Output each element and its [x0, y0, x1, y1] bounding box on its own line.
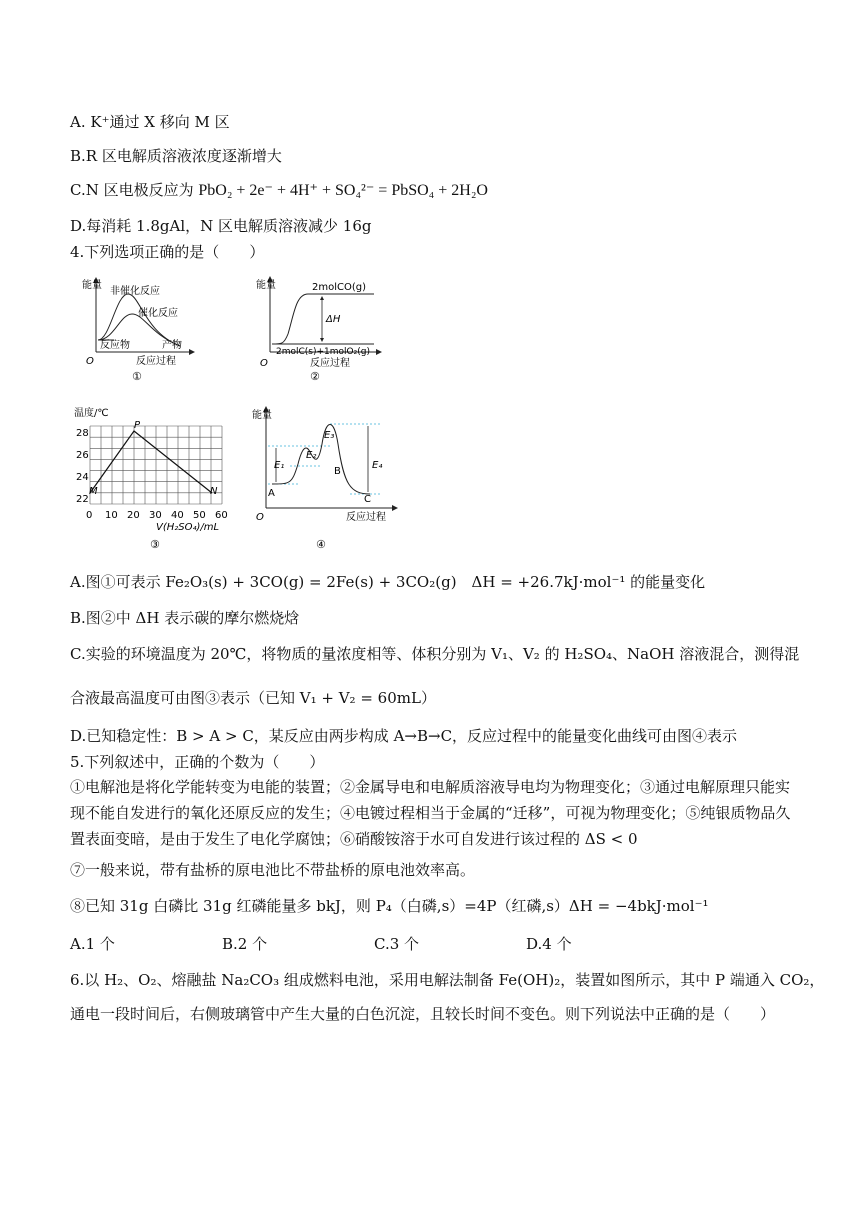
- fig3-point-m: M: [89, 486, 98, 497]
- fig4-e3: E₃: [324, 430, 335, 441]
- fig2-bottom: 2molC(s)+1molO₂(g): [276, 347, 370, 357]
- figure-1: [80, 274, 200, 386]
- figure-2: [254, 274, 384, 386]
- fig2-origin: O: [260, 358, 268, 369]
- fig1-reactant: 反应物: [100, 340, 130, 351]
- fig3-xtick-30: 30: [149, 510, 162, 521]
- fig4-caption: ④: [316, 538, 326, 551]
- q3-option-d: D.每消耗 1.8gAl，N 区电解质溶液减少 16g: [70, 217, 372, 235]
- fig3-ytick-28: 28: [76, 428, 89, 439]
- q5-options: [70, 934, 770, 954]
- fig2-caption: ②: [310, 370, 320, 383]
- fig4-e4: E₄: [372, 460, 383, 471]
- fig3-xtick-60: 60: [215, 510, 228, 521]
- fig3-ytick-24: 24: [76, 472, 89, 483]
- fig4-e2: E₂: [306, 450, 317, 461]
- q4-option-c-line2: 合液最高温度可由图③表示（已知 V₁ + V₂ = 60mL）: [70, 689, 436, 707]
- q6-line1: 6.以 H₂、O₂、熔融盐 Na₂CO₃ 组成燃料电池，采用电解法制备 Fe(OH)₂，装置如图所示，其中 P 端通入 CO₂，: [70, 971, 825, 989]
- fig4-c: C: [364, 494, 371, 505]
- fig4-b: B: [334, 466, 341, 477]
- figure-3: [72, 404, 232, 552]
- q3-option-c: [70, 180, 488, 201]
- fig1-origin: O: [86, 356, 94, 367]
- q5-stem: 5.下列叙述中，正确的个数为（ ）: [70, 753, 325, 771]
- fig3-ylabel: 温度/℃: [74, 408, 109, 419]
- q5-option-b: B.2 个: [222, 935, 268, 953]
- q5-option-c: C.3 个: [374, 935, 420, 953]
- fig3-point-p: P: [134, 420, 141, 431]
- fig4-ylabel: 能量: [252, 410, 272, 421]
- q5-item-8: ⑧已知 31g 白磷比 31g 红磷能量多 bkJ，则 P₄（白磷,s）=4P（红磷,s）ΔH = −4bkJ·mol⁻¹: [70, 897, 709, 915]
- q5-option-d: D.4 个: [526, 935, 572, 953]
- q4-option-d: D.已知稳定性：B > A > C，某反应由两步构成 A→B→C，反应过程中的能量变化曲线可由图④表示: [70, 727, 738, 745]
- fig3-xlabel: V(H₂SO₄)/mL: [156, 522, 220, 533]
- fig3-xtick-0: 0: [86, 510, 93, 521]
- fig1-product: 产物: [162, 340, 182, 351]
- q4-option-b: B.图②中 ΔH 表示碳的摩尔燃烧焓: [70, 609, 300, 627]
- q3-option-a: A. K⁺通过 X 移向 M 区: [70, 113, 230, 131]
- fig3-xtick-10: 10: [105, 510, 118, 521]
- fig4-a: A: [268, 488, 275, 499]
- fig3-ytick-26: 26: [76, 450, 89, 461]
- fig4-origin: O: [256, 512, 264, 523]
- fig3-ytick-22: 22: [76, 494, 89, 505]
- figure-4: [250, 404, 400, 552]
- q5-item-7: ⑦一般来说，带有盐桥的原电池比不带盐桥的原电池效率高。: [70, 861, 476, 879]
- fig2-ylabel: 能量: [256, 280, 276, 291]
- fig3-xtick-20: 20: [127, 510, 140, 521]
- q5-body: ①电解池是将化学能转变为电能的装置；②金属导电和电解质溶液导电均为物理变化；③通过电解原理只能实现不能自发进行的氧化还原反应的发生；④电镀过程相当于金属的“迁移”，可视为物理变化；⑤纯银质物品久置表面变暗，是由于发生了电化学腐蚀；⑥硝酸铵溶于水可自发进行该过程的 ΔS < 0: [70, 778, 791, 848]
- q4-option-a: A.图①可表示 Fe₂O₃(s) + 3CO(g) = 2Fe(s) + 3CO₂(g) ΔH = +26.7kJ·mol⁻¹ 的能量变化: [70, 573, 706, 591]
- fig2-xlabel: 反应过程: [310, 358, 350, 369]
- fig1-xlabel: 反应过程: [136, 356, 176, 367]
- q3-option-b: B.R 区电解质溶液浓度逐渐增大: [70, 147, 282, 165]
- fig1-caption: ①: [132, 370, 142, 383]
- fig3-xtick-40: 40: [171, 510, 184, 521]
- q6-line2: 通电一段时间后，右侧玻璃管中产生大量的白色沉淀，且较长时间不变色。则下列说法中正确的是（ ）: [70, 1005, 776, 1023]
- fig4-e1: E₁: [274, 460, 285, 471]
- q3-option-c-prefix: C.N 区电极反应为: [70, 181, 199, 199]
- fig3-xtick-50: 50: [193, 510, 206, 521]
- q4-option-c-line1: C.实验的环境温度为 20℃，将物质的量浓度相等、体积分别为 V₁、V₂ 的 H₂SO₄、NaOH 溶液混合，测得混: [70, 645, 800, 663]
- fig2-dh: ΔH: [326, 314, 341, 325]
- q5-option-a: A.1 个: [70, 935, 115, 953]
- fig4-xlabel: 反应过程: [346, 512, 386, 523]
- q4-stem: 4.下列选项正确的是（ ）: [70, 243, 265, 261]
- fig1-curve1: 非催化反应: [110, 286, 160, 297]
- q3-option-c-equation: PbO₂ + 2e⁻ + 4H⁺ + SO₄²⁻ = PbSO₄ + 2H₂O: [198, 182, 488, 199]
- fig3-caption: ③: [150, 538, 160, 551]
- fig1-ylabel: 能量: [82, 280, 102, 291]
- fig2-top: 2molCO(g): [312, 282, 367, 293]
- fig1-curve2: 催化反应: [138, 308, 178, 319]
- fig3-point-n: N: [210, 486, 218, 497]
